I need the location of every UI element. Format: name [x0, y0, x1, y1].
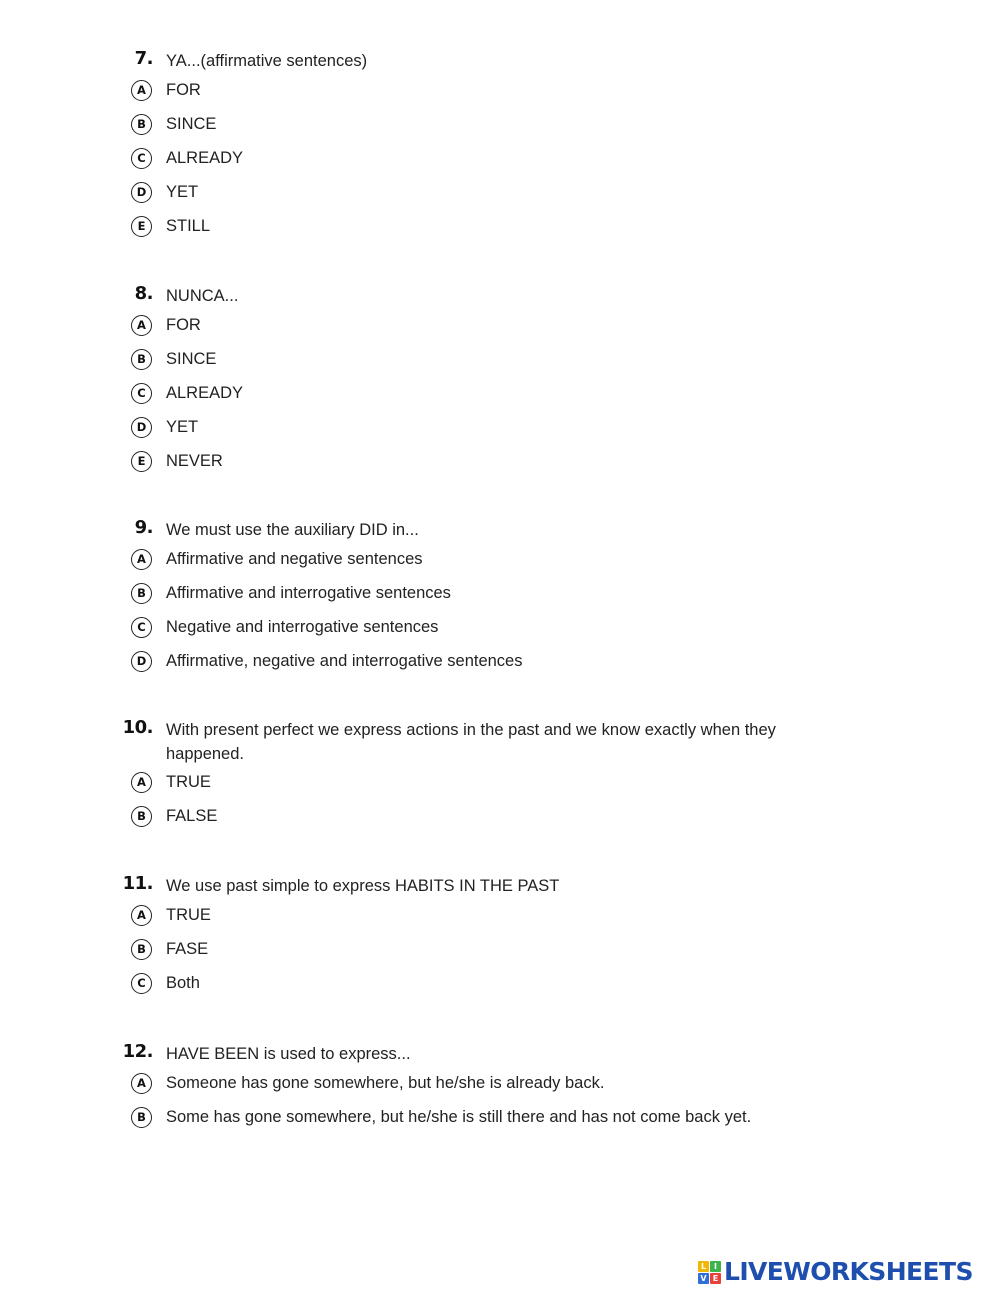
option-b-label[interactable]: Affirmative and interrogative sentences: [166, 584, 451, 602]
option-b-label[interactable]: FASE: [166, 940, 209, 958]
option-c-label[interactable]: ALREADY: [166, 384, 244, 402]
question-number: 10.: [122, 717, 153, 738]
option-d-radio[interactable]: D: [131, 182, 152, 203]
option-b-radio[interactable]: B: [131, 1107, 152, 1128]
question-number: 11.: [122, 873, 153, 894]
option-e-radio[interactable]: E: [131, 451, 152, 472]
option-b[interactable]: [0, 808, 1000, 842]
question-text: We use past simple to express HABITS IN THE PAST: [166, 877, 560, 895]
option-a-radio[interactable]: A: [131, 80, 152, 101]
option-a-radio[interactable]: A: [131, 772, 152, 793]
option-a-radio[interactable]: A: [131, 549, 152, 570]
option-c-label[interactable]: Both: [166, 974, 200, 992]
question-text: NUNCA...: [166, 287, 239, 305]
option-c[interactable]: [0, 150, 1000, 184]
option-b-radio[interactable]: B: [131, 806, 152, 827]
option-b-radio[interactable]: B: [131, 114, 152, 135]
option-a[interactable]: [0, 551, 1000, 585]
option-a-radio[interactable]: A: [131, 1073, 152, 1094]
option-d[interactable]: [0, 184, 1000, 218]
option-a-label[interactable]: FOR: [166, 81, 201, 99]
option-c[interactable]: [0, 385, 1000, 419]
option-a-label[interactable]: FOR: [166, 316, 201, 334]
question-text: YA...(affirmative sentences): [166, 52, 368, 70]
option-a-label[interactable]: Affirmative and negative sentences: [166, 550, 423, 568]
option-d[interactable]: [0, 419, 1000, 453]
option-e-label[interactable]: STILL: [166, 217, 211, 235]
question-7: [0, 48, 1000, 242]
option-b-radio[interactable]: B: [131, 349, 152, 370]
logo-blocks-icon: [698, 1261, 721, 1284]
option-a-label[interactable]: TRUE: [166, 773, 211, 791]
option-d-label[interactable]: YET: [166, 418, 199, 436]
option-c-label[interactable]: ALREADY: [166, 149, 244, 167]
logo-block-e: E: [710, 1273, 721, 1284]
option-b[interactable]: [0, 941, 1000, 975]
question-9: [0, 517, 1000, 677]
option-a[interactable]: [0, 907, 1000, 941]
option-b-label[interactable]: SINCE: [166, 115, 217, 133]
option-b[interactable]: [0, 351, 1000, 385]
option-d-label[interactable]: YET: [166, 183, 199, 201]
option-c-radio[interactable]: C: [131, 617, 152, 638]
option-d-radio[interactable]: D: [131, 417, 152, 438]
logo-block-i: I: [710, 1261, 721, 1272]
option-b-radio[interactable]: B: [131, 939, 152, 960]
option-a-label[interactable]: TRUE: [166, 906, 211, 924]
question-12: [0, 1041, 1000, 1133]
question-number: 12.: [122, 1041, 153, 1062]
option-b-label[interactable]: SINCE: [166, 350, 217, 368]
option-c-radio[interactable]: C: [131, 973, 152, 994]
question-11: [0, 873, 1000, 999]
option-b[interactable]: [0, 116, 1000, 150]
option-e[interactable]: [0, 218, 1000, 252]
question-8: [0, 283, 1000, 477]
question-text: We must use the auxiliary DID in...: [166, 521, 419, 539]
question-text: With present perfect we express actions in the past and we know exactly when they happened.: [166, 721, 776, 763]
question-number: 7.: [134, 48, 153, 69]
logo-block-l: L: [698, 1261, 709, 1272]
option-a-radio[interactable]: A: [131, 315, 152, 336]
liveworksheets-logo: [698, 1258, 973, 1286]
option-e-radio[interactable]: E: [131, 216, 152, 237]
option-b-label[interactable]: FALSE: [166, 807, 218, 825]
option-d-label[interactable]: Affirmative, negative and interrogative sentences: [166, 652, 523, 670]
option-c[interactable]: [0, 619, 1000, 653]
option-b[interactable]: [0, 1109, 1000, 1143]
option-d-radio[interactable]: D: [131, 651, 152, 672]
option-c-radio[interactable]: C: [131, 148, 152, 169]
option-e[interactable]: [0, 453, 1000, 487]
option-a[interactable]: [0, 317, 1000, 351]
question-number: 8.: [134, 283, 153, 304]
option-c[interactable]: [0, 975, 1000, 1009]
question-10: [0, 717, 1000, 833]
option-b[interactable]: [0, 585, 1000, 619]
option-b-label[interactable]: Some has gone somewhere, but he/she is still there and has not come back yet.: [166, 1108, 752, 1126]
question-text: HAVE BEEN is used to express...: [166, 1045, 411, 1063]
logo-block-v: V: [698, 1273, 709, 1284]
option-c-radio[interactable]: C: [131, 383, 152, 404]
option-d[interactable]: [0, 653, 1000, 687]
option-a[interactable]: [0, 1075, 1000, 1109]
option-a-label[interactable]: Someone has gone somewhere, but he/she is already back.: [166, 1074, 605, 1092]
question-number: 9.: [134, 517, 153, 538]
option-b-radio[interactable]: B: [131, 583, 152, 604]
option-c-label[interactable]: Negative and interrogative sentences: [166, 618, 439, 636]
option-a[interactable]: [0, 774, 1000, 808]
option-e-label[interactable]: NEVER: [166, 452, 223, 470]
option-a[interactable]: [0, 82, 1000, 116]
option-a-radio[interactable]: A: [131, 905, 152, 926]
logo-wordmark: LIVEWORKSHEETS: [724, 1257, 973, 1286]
